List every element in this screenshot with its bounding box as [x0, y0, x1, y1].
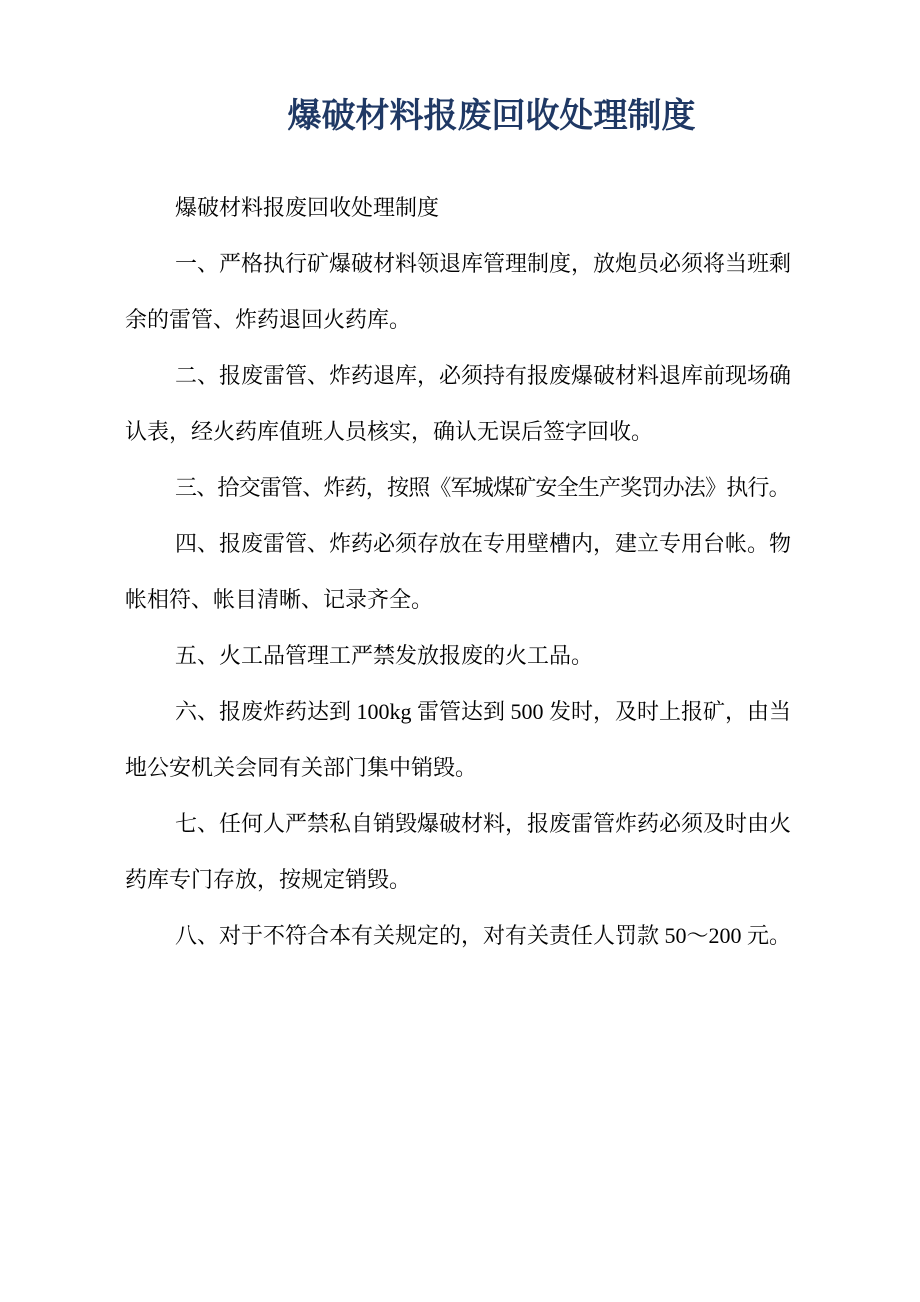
paragraph-1: [125, 236, 790, 348]
paragraph-6: [125, 684, 790, 796]
paragraph-line: 帐相符、帐目清晰、记录齐全。: [125, 587, 434, 612]
intro-paragraph: [125, 180, 790, 236]
paragraph-line: 八、对于不符合本有关规定的，对有关责任人罚款 50～200 元。: [175, 923, 792, 948]
paragraph-line: 六、报废炸药达到 100kg 雷管达到 500 发时，及时上报矿，由当: [175, 699, 792, 724]
paragraph-line: 二、报废雷管、炸药退库，必须持有报废爆破材料退库前现场确: [175, 363, 792, 388]
paragraph-4: [125, 516, 790, 628]
paragraph-7: [125, 796, 790, 908]
paragraph-line: 四、报废雷管、炸药必须存放在专用壁槽内，建立专用台帐。物: [175, 531, 792, 556]
paragraph-line: 药库专门存放，按规定销毁。: [125, 867, 412, 892]
paragraph-line: 地公安机关会同有关部门集中销毁。: [125, 755, 478, 780]
paragraph-line: 三、拾交雷管、炸药，按照《军城煤矿安全生产奖罚办法》执行。: [175, 475, 790, 500]
paragraph-line: 一、严格执行矿爆破材料领退库管理制度，放炮员必须将当班剩: [175, 251, 792, 276]
paragraph-line: 七、任何人严禁私自销毁爆破材料，报废雷管炸药必须及时由火: [175, 811, 792, 836]
document-body: [125, 180, 790, 964]
paragraph-2: [125, 348, 790, 460]
paragraph-line: 爆破材料报废回收处理制度: [175, 195, 440, 220]
paragraph-line: 认表，经火药库值班人员核实，确认无误后签字回收。: [125, 419, 654, 444]
paragraph-line: 余的雷管、炸药退回火药库。: [125, 307, 412, 332]
paragraph-5: [125, 628, 790, 684]
document-title: 爆破材料报废回收处理制度: [287, 98, 696, 135]
paragraph-3: [125, 460, 790, 516]
paragraph-line: 五、火工品管理工严禁发放报废的火工品。: [175, 643, 594, 668]
paragraph-8: [125, 908, 790, 964]
